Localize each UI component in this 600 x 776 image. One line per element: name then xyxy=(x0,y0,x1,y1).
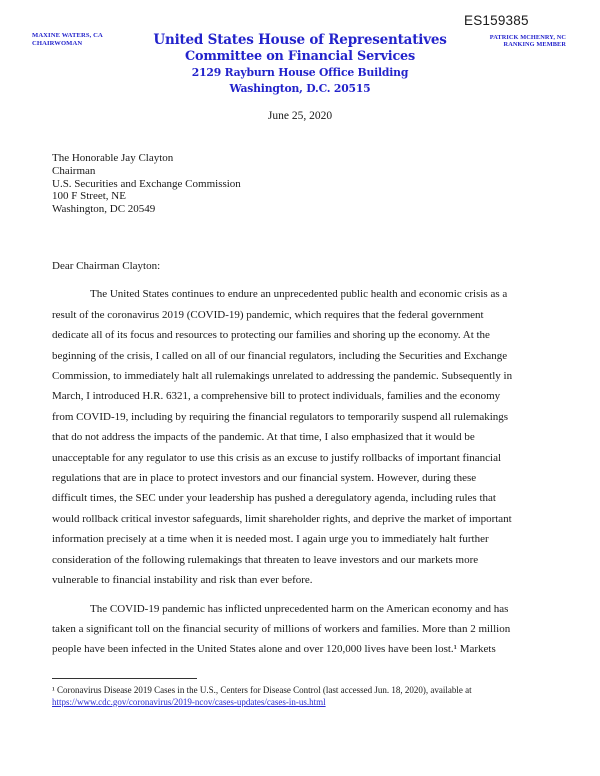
text-line: regulations that are in place to protect investors and our financial system. However, during these xyxy=(52,472,477,485)
footnote-block xyxy=(52,678,557,709)
letter-date: June 25, 2020 xyxy=(267,110,333,122)
text-line: information precisely at a time when it is needed most. I again urge you to immediately halt further xyxy=(52,533,489,546)
letterhead-committee-name: Committee on Financial Services xyxy=(185,49,415,64)
text-line: taken a significant toll on the financial security of millions of workers and families. More than 2 million xyxy=(52,622,511,635)
text-line: U.S. Securities and Exchange Commission xyxy=(52,177,241,190)
text-line: The COVID-19 pandemic has inflicted unprecedented harm on the American economy and has xyxy=(90,602,509,615)
text-line: people have been infected in the United States alone and over 120,000 lives have been lost.¹ Markets xyxy=(52,643,496,656)
text-line: would rollback critical investor safeguards, limit shareholder rights, and deprive the market of important xyxy=(52,512,512,525)
text-line: unacceptable for any regulator to use this crisis as an excuse to justify rollbacks of important financial xyxy=(52,451,502,464)
text-line: The Honorable Jay Clayton xyxy=(52,152,174,164)
text-line: 100 F Street, NE xyxy=(52,190,126,203)
salutation: Dear Chairman Clayton: xyxy=(52,260,161,272)
chairwoman-name: MAXINE WATERS, CA xyxy=(32,32,103,39)
chairwoman-title: CHAIRWOMAN xyxy=(32,39,83,47)
body-paragraph-1 xyxy=(52,284,574,590)
text-line: Washington, DC 20549 xyxy=(52,203,156,216)
text-line: from COVID-19, including by requiring the financial regulators to temporarily suspend all rulemakings xyxy=(52,410,509,423)
footnote-text: ¹ Coronavirus Disease 2019 Cases in the U.S., Centers for Disease Control (last accessed Jun. 18, 2020), available at xyxy=(52,685,472,695)
text-line: March, I introduced H.R. 6321, a comprehensive bill to protect individuals, families and the economy xyxy=(52,390,501,403)
text-line: vulnerable to financial instability and risk than ever before. xyxy=(52,574,313,587)
ranking-member-title: RANKING MEMBER xyxy=(503,41,566,49)
ranking-member-name: PATRICK MCHENRY, NC xyxy=(489,34,566,41)
text-line: that do not address the impacts of the pandemic. At that time, I also emphasized that it would be xyxy=(52,431,475,444)
text-line: The United States continues to endure an unprecedented public health and economic crisis as a xyxy=(90,288,508,301)
text-line: consideration of the following rulemakings that threaten to leave investors and our markets more xyxy=(52,553,479,566)
text-line: dedicate all of its focus and resources to protecting our families and shoring up the economy. At the xyxy=(52,329,490,342)
letterhead-address-line: 2129 Rayburn House Office Building xyxy=(191,66,409,79)
text-line: Commission, to immediately halt all rulemakings unrelated to addressing the pandemic. Subsequently in xyxy=(52,370,513,383)
footnote-cdc-link[interactable]: https://www.cdc.gov/coronavirus/2019-ncov/cases-updates/cases-in-us.html xyxy=(52,696,326,707)
footnote-separator xyxy=(52,678,197,679)
text-line: Chairman xyxy=(52,164,96,177)
text-line: beginning of the crisis, I called on all of our financial regulators, including the Securities and Exchange xyxy=(52,349,508,362)
letterhead-committee-block xyxy=(0,32,600,96)
body-paragraph-2 xyxy=(52,599,574,660)
recipient-address-block xyxy=(52,152,241,216)
letterhead-city-line: Washington, D.C. 20515 xyxy=(229,81,371,95)
text-line: difficult times, the SEC under your leadership has pushed a deregulatory agenda, including rules that xyxy=(52,492,496,505)
letterhead-org-name: United States House of Representatives xyxy=(153,32,447,48)
text-line: result of the coronavirus 2019 (COVID-19) pandemic, which requires that the federal government xyxy=(52,308,484,321)
document-id: ES159385 xyxy=(464,13,529,28)
letter-body xyxy=(52,256,574,660)
